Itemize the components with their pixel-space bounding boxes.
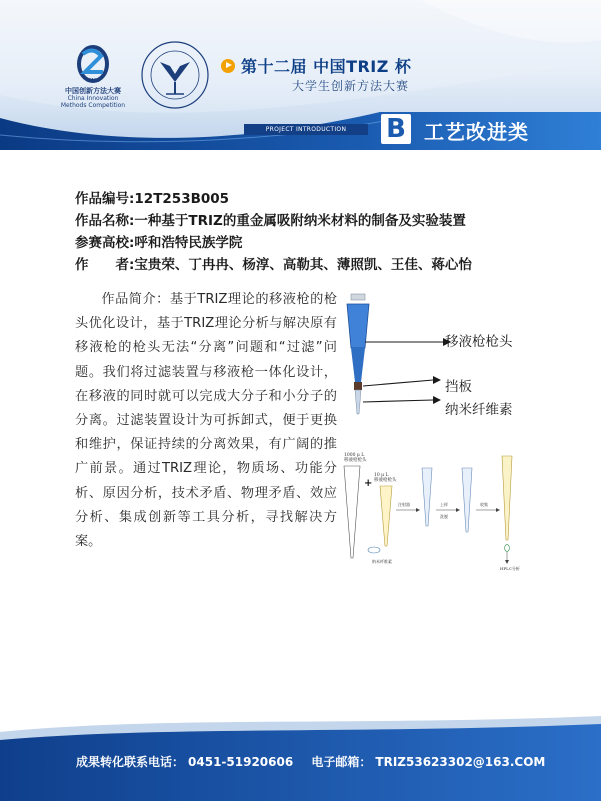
meta-id-row: [75, 188, 575, 210]
project-introduction-tag: PROJECT INTRODUCTION: [244, 124, 368, 135]
fiber-label: 纳米纤维素: [372, 559, 392, 564]
step1-label: 注射器: [398, 502, 410, 507]
play-icon: [221, 59, 235, 73]
meta-name-value: 一种基于TRIZ的重金属吸附纳米材料的制备及实验装置: [134, 213, 466, 229]
cimc-logo: [58, 42, 128, 109]
email-value: TRIZ53623302@163.COM: [375, 755, 546, 769]
analysis-label: HPLC分析: [500, 566, 520, 571]
step2b-label: 洗脱: [440, 514, 448, 519]
email-label: 电子邮箱：: [311, 755, 372, 769]
plus-sign: +: [364, 478, 373, 489]
meta-author-row: [75, 254, 575, 276]
step2-label: 上样: [440, 502, 448, 507]
meta-author-value: 宝贵荣、丁冉冉、杨淳、高勒其、薄照凯、王佳、蒋心怡: [134, 257, 472, 273]
tip-b-label2: 移液枪枪头: [374, 478, 397, 483]
label-baffle: 挡板: [445, 379, 472, 395]
label-pipette-tip: 移液枪枪头: [445, 334, 513, 350]
meta-school-label: 参赛高校:: [75, 235, 135, 251]
meta-name-row: [75, 210, 575, 232]
footer-banner: [0, 716, 601, 801]
title-line1: 第十二届 中国TRIZ 杯: [241, 57, 412, 76]
meta-author-label: 作 者:: [75, 257, 135, 273]
cimc-name-cn: 中国创新方法大赛: [65, 87, 121, 95]
cimc-badge: CIMC: [86, 78, 100, 84]
project-introduction: [75, 288, 337, 554]
label-nanocellulose: 纳米纤维素: [445, 402, 513, 418]
innovation-seal-logo: [140, 40, 210, 110]
category-letter-badge: B: [381, 114, 411, 144]
cimc-name-en2: Methods Competition: [60, 102, 126, 109]
meta-school-value: 呼和浩特民族学院: [134, 235, 243, 251]
tip-b-label: 10 μ L: [374, 473, 389, 478]
step3-label: 收集: [480, 502, 488, 507]
meta-school-row: [75, 232, 575, 254]
meta-id-label: 作品编号:: [75, 191, 135, 207]
contact-phone: 0451-51920606: [188, 755, 294, 769]
contact-label: 成果转化联系电话：: [76, 755, 185, 769]
footer-contact: [76, 753, 549, 770]
cimc-logo-icon: [58, 42, 128, 84]
cimc-name-en1: China Innovation: [67, 95, 119, 102]
process-diagram: [336, 448, 536, 578]
meta-name-label: 作品名称:: [75, 213, 135, 229]
tip-a-label2: 移液枪枪头: [344, 458, 367, 463]
intro-text: 作品简介：基于TRIZ理论的移液枪的枪头优化设计，基于TRIZ理论分析与解决原有移液枪的枪头无法“分离”问题和“过滤”问题。我们将过滤装置与移液枪一体化设计，在移液的同时就可以完成大分子和小分子的分离。过滤装置设计为可拆卸式，便于更换和维护，保证持续的分离效果，有广阔的推广前景。通过TRIZ理论，物质场、功能分析、原因分析，技术矛盾、物理矛盾、效应分析、集成创新等工具分析，寻找解决方案。: [75, 292, 337, 550]
header-banner: [0, 0, 601, 150]
tip-a-label: 1000 μ L: [344, 453, 365, 458]
competition-title: [221, 54, 411, 77]
category-label: 工艺改进类: [424, 120, 529, 144]
title-line2: 大学生创新方法大赛: [292, 79, 410, 93]
project-meta: [75, 188, 575, 276]
meta-id-value: 12T253B005: [134, 191, 230, 207]
